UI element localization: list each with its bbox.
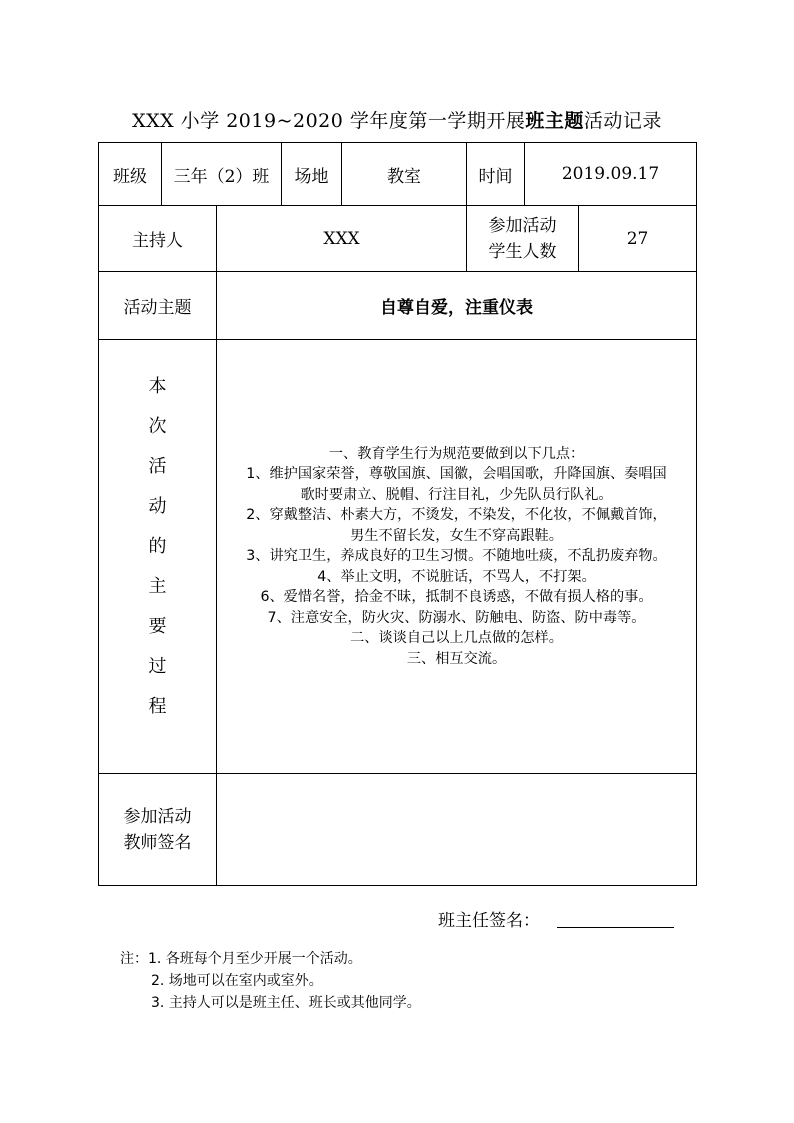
host-value: XXX [217, 206, 467, 272]
process-label-char: 过 [148, 655, 167, 677]
process-line: 4、举止文明，不说脏话，不骂人，不打架。 [317, 568, 596, 585]
process-line: 2、穿戴整洁、朴素大方，不烫发，不染发，不化妆，不佩戴首饰， [246, 507, 667, 524]
process-label-char: 要 [148, 615, 167, 637]
process-line: 二、谈谈自己以上几点做的怎样。 [350, 630, 563, 647]
process-line: 一、教育学生行为规范要做到以下几点： [328, 445, 585, 462]
process-label-char: 动 [148, 495, 167, 517]
teacher-sign-label-line2: 教师签名 [123, 832, 192, 853]
teacher-sign-field[interactable] [217, 774, 697, 886]
class-value: 三年（2）班 [162, 143, 282, 206]
process-line: 歌时要肃立、脱帽、行注目礼，少先队员行队礼。 [300, 486, 613, 503]
row-basic-info [99, 143, 697, 206]
process-line: 1、维护国家荣誉，尊敬国旗、国徽，会唱国歌，升降国旗、奏唱国 [246, 466, 667, 483]
process-line: 6、爱惜名誉，拾金不昧，抵制不良诱惑，不做有损人格的事。 [260, 589, 653, 606]
document-title [98, 106, 696, 133]
participants-value: 27 [579, 206, 697, 272]
theme-value: 自尊自爱，注重仪表 [217, 272, 697, 340]
participants-label-line2: 学生人数 [488, 241, 557, 262]
participants-label-line1: 参加活动 [488, 215, 557, 236]
notes [120, 948, 421, 1014]
process-label-char: 本 [148, 375, 167, 397]
row-teacher-sign [99, 774, 697, 886]
process-label-char: 次 [148, 415, 167, 437]
process-content [217, 340, 697, 774]
row-process [99, 340, 697, 774]
process-line: 3、讲究卫生，养成良好的卫生习惯。不随地吐痰，不乱扔废弃物。 [246, 548, 667, 565]
head-teacher-signature-label: 班主任签名： [438, 911, 540, 931]
time-value: 2019.09.17 [525, 143, 697, 206]
process-label [99, 340, 217, 774]
note-item: 3. 主持人可以是班主任、班长或其他同学。 [151, 995, 421, 1011]
head-teacher-signature-line[interactable] [557, 927, 674, 928]
participants-label [467, 206, 579, 272]
venue-label: 场地 [282, 143, 342, 206]
host-label: 主持人 [99, 206, 217, 272]
teacher-sign-label-line1: 参加活动 [123, 806, 192, 827]
note-item: 2. 场地可以在室内或室外。 [151, 973, 323, 989]
time-label: 时间 [467, 143, 525, 206]
title-suffix: 活动记录 [583, 110, 662, 132]
class-label: 班级 [99, 143, 162, 206]
theme-label: 活动主题 [99, 272, 217, 340]
title-prefix: XXX 小学 2019~2020 学年度第一学期开展 [132, 110, 526, 132]
process-line: 7、注意安全，防火灾、防溺水、防触电、防盗、防中毒等。 [267, 609, 646, 626]
process-label-char: 的 [148, 535, 167, 557]
process-label-char: 活 [148, 455, 167, 477]
process-label-char: 程 [148, 695, 167, 717]
row-host [99, 206, 697, 272]
notes-prefix: 注： [120, 951, 148, 967]
process-line: 三、相互交流。 [406, 650, 507, 667]
process-line: 男生不留长发，女生不穿高跟鞋。 [350, 527, 563, 544]
process-label-char: 主 [148, 575, 167, 597]
row-theme [99, 272, 697, 340]
note-item: 1. 各班每个月至少开展一个活动。 [148, 951, 362, 967]
title-emphasis: 班主题 [525, 110, 584, 132]
venue-value: 教室 [342, 143, 467, 206]
activity-record-table [98, 142, 697, 886]
teacher-sign-label [99, 774, 217, 886]
